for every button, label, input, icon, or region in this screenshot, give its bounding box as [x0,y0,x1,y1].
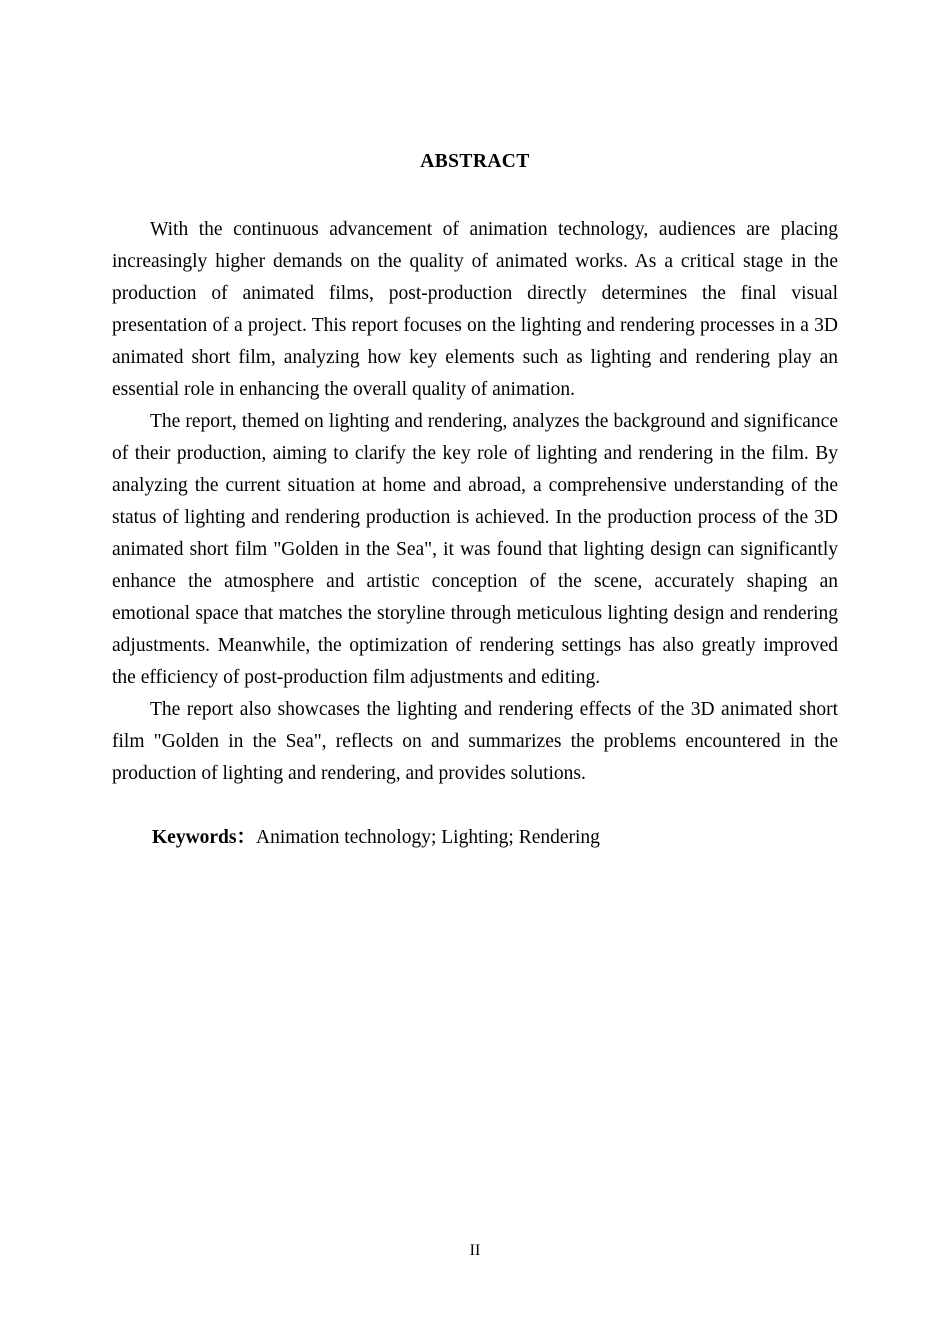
abstract-paragraph: The report, themed on lighting and rendering, analyzes the background and significance of their production, aiming to clarify the key role of lighting and rendering in the film. By analyzing the current situation at home and abroad, a comprehensive understanding of the status of lighting and rendering production is achieved. In the production process of the 3D animated short film "Golden in the Sea", it was found that lighting design can significantly enhance the atmosphere and artistic conception of the scene, accurately shaping an emotional space that matches the storyline through meticulous lighting design and rendering adjustments. Meanwhile, the optimization of rendering settings has also greatly improved the efficiency of post-production film adjustments and editing. [112,410,838,688]
keywords-label: Keywords [152,826,237,848]
page-number: II [469,1242,481,1259]
page-content [112,0,838,854]
page-title: ABSTRACT [420,151,530,172]
abstract-paragraph: With the continuous advancement of animation technology, audiences are placing increasingly higher demands on the quality of animated works. As a critical stage in the production of animated films, post-production directly determines the final visual presentation of a project. This report focuses on the lighting and rendering processes in a 3D animated short film, analyzing how key elements such as lighting and rendering play an essential role in enhancing the overall quality of animation. [112,218,838,400]
abstract-body [112,214,838,854]
keywords-separator: ： [236,826,257,848]
abstract-paragraph: The report also showcases the lighting and rendering effects of the 3D animated short film "Golden in the Sea", reflects on and summarizes the problems encountered in the production of lighting and rendering, and provides solutions. [112,698,838,784]
keywords-line [112,790,838,854]
keywords-value: Animation technology; Lighting; Rendering [256,826,600,848]
